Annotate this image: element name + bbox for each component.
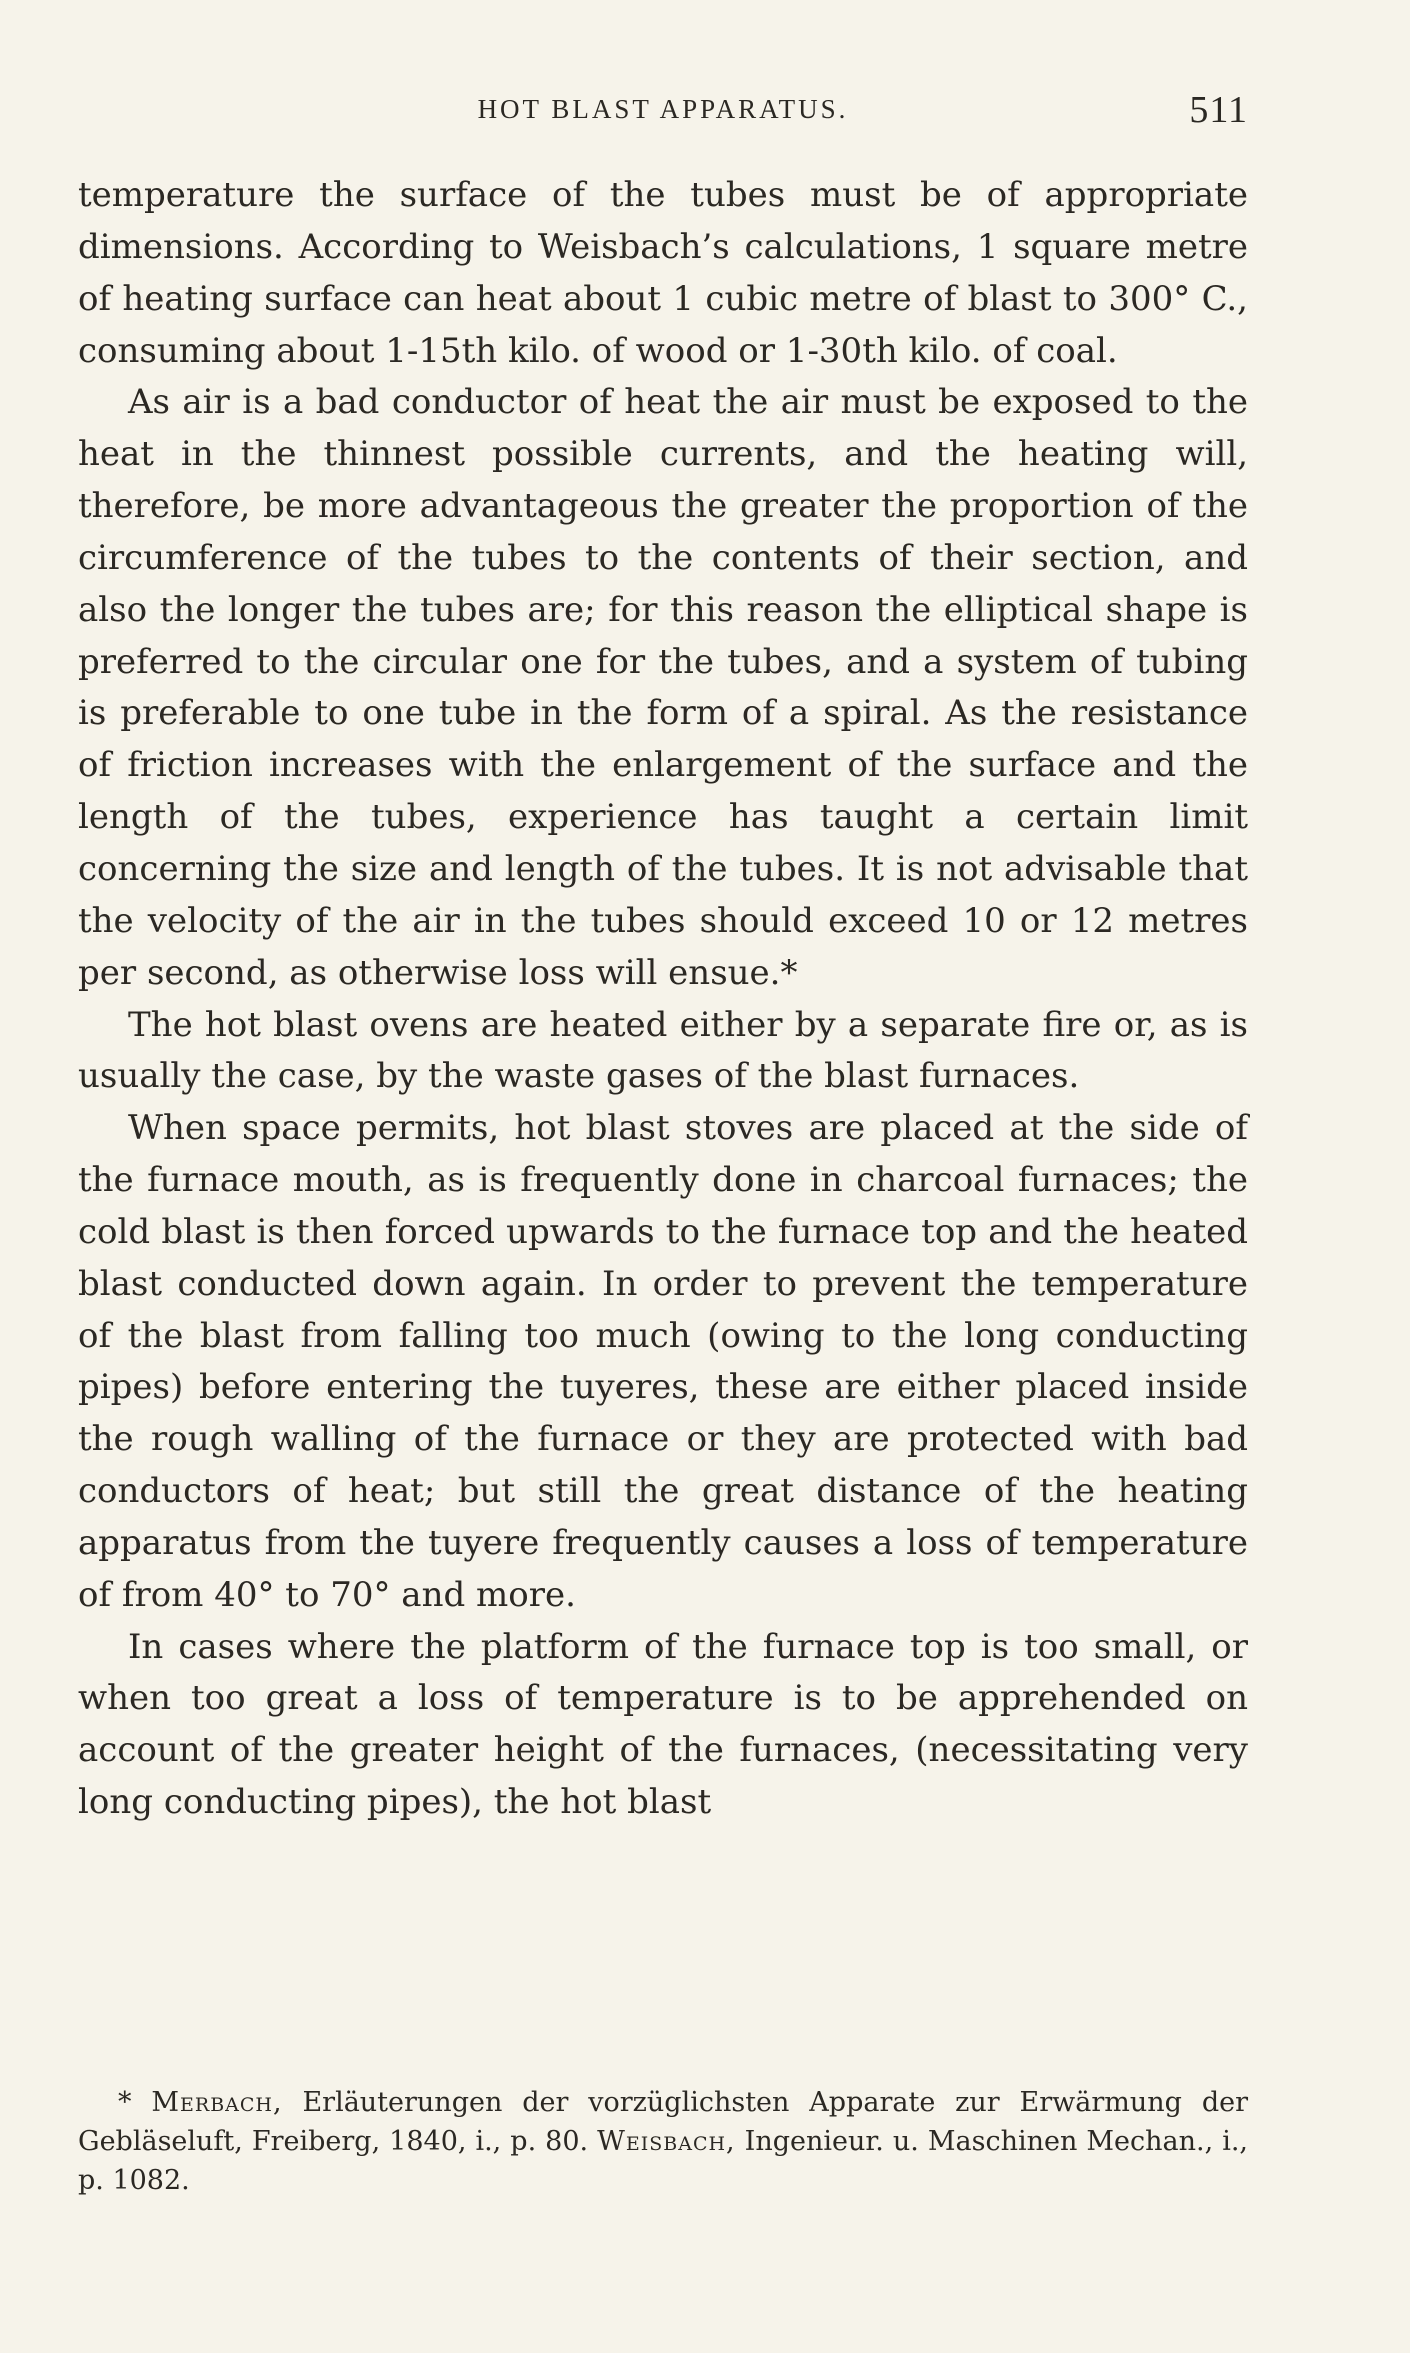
page-number: 511 [1189, 89, 1248, 131]
footnote [78, 2083, 1248, 2200]
footnote-author-weisbach: Weisbach, [597, 2126, 736, 2157]
footnote-text-weisbach: Ingenieur. u. Maschinen Mechan., i., p. 1082. [78, 2126, 1248, 2196]
footnote-text-merbach: Erläuterungen der vorzüglichsten Apparate zur Erwärmung der Gebläseluft, Freiberg, 1840, i., p. 80. [78, 2087, 1248, 2157]
paragraph-platform-small: In cases where the platform of the furnace top is too small, or when too great a loss of temperature is to be apprehended on account of the greater height of the furnaces, (necessitating very long conducting pipes), the hot blast [78, 1626, 1248, 1823]
footnote-author-merbach: Merbach, [151, 2087, 283, 2118]
running-title: HOT BLAST APPARATUS. [477, 94, 849, 124]
footnote-marker: * [118, 2087, 132, 2118]
footnotes [78, 2083, 1248, 2200]
running-head [78, 88, 1248, 132]
paragraph-ovens-heated: The hot blast ovens are heated either by a separate fire or, as is usually the case, by the waste gases of the blast furnaces. [78, 1004, 1248, 1097]
paragraph-space-permits: When space permits, hot blast stoves are placed at the side of the furnace mouth, as is frequently done in charcoal furnaces; the cold blast is then forced upwards to the furnace top and the heated blast conducted down again. In order to prevent the temperature of the blast from falling too much (owing to the long conducting pipes) before entering the tuyeres, these are either placed inside the rough walling of the furnace or they are protected with bad conductors of heat; but still the great distance of the heating apparatus from the tuyere frequently causes a loss of temperature of from 40° to 70° and more. [78, 1108, 1248, 1615]
paragraph-continuation: temperature the surface of the tubes must be of appropriate dimensions. According to Weisbach’s calculations, 1 square metre of heating surface can heat about 1 cubic metre of blast to 300° C., consuming about 1-15th kilo. of wood or 1-30th kilo. of coal. [78, 175, 1248, 371]
paragraph-air-conductor: As air is a bad conductor of heat the air must be exposed to the heat in the thinnest possible currents, and the heating will, therefore, be more advantageous the greater the proportion of the circumference of the tubes to the contents of their section, and also the longer the tubes are; for this reason the elliptical shape is preferred to the circular one for the tubes, and a system of tubing is preferable to one tube in the form of a spiral. As the resistance of friction increases with the enlargement of the surface and the length of the tubes, experience has taught a certain limit concerning the size and length of the tubes. It is not advisable that the velocity of the air in the tubes should exceed 10 or 12 metres per second, as otherwise loss will ensue.* [78, 382, 1248, 993]
body-text [78, 170, 1248, 1829]
